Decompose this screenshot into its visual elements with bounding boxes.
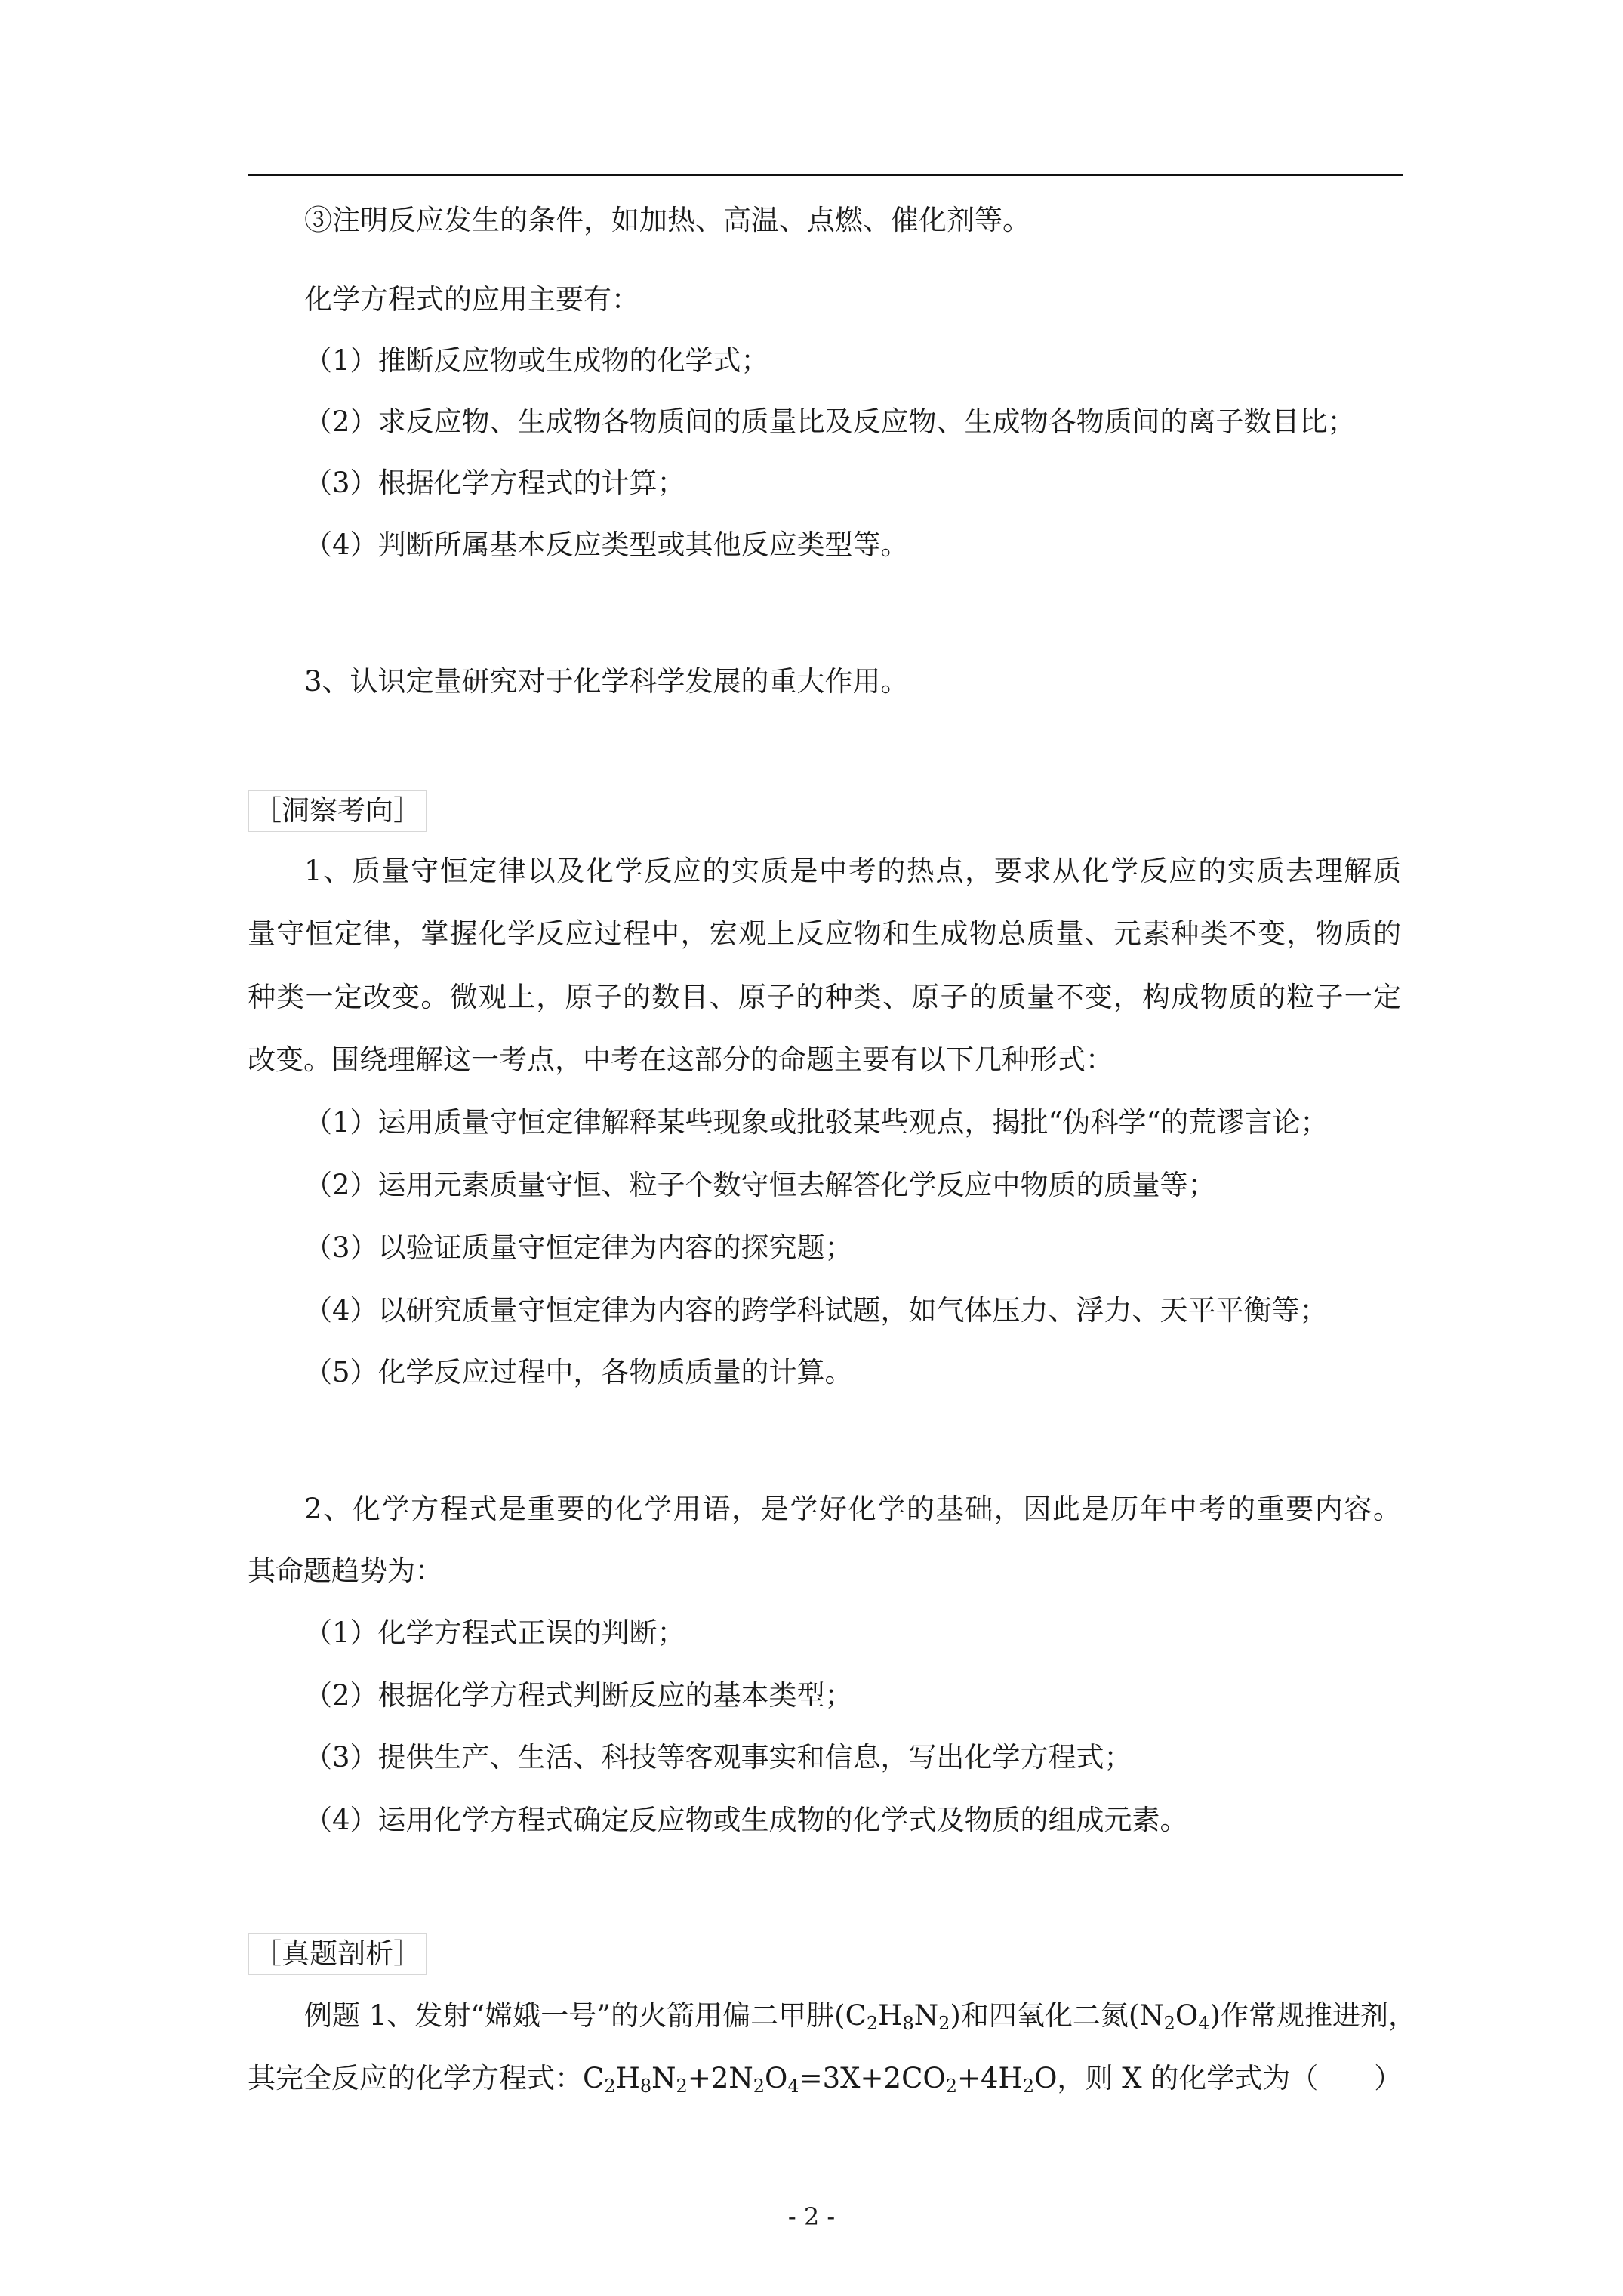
insight-2-line-1: 2、化学方程式是重要的化学用语，是学好化学的基础，因此是历年中考的重要内容。 xyxy=(304,1493,1401,1525)
example-text: 其完全反应的化学方程式：C xyxy=(248,2062,605,2094)
section-heading-exam-analysis: ［真题剖析］ xyxy=(248,1933,427,1975)
insight-1-line-4: 改变。围绕理解这一考点，中考在这部分的命题主要有以下几种形式： xyxy=(248,1043,1113,1076)
subscript: 2 xyxy=(1163,2013,1175,2034)
example-text: )和四氧化二氮(N xyxy=(950,1999,1164,2032)
subscript: 8 xyxy=(639,2076,652,2097)
insight-2-item-2: （2）根据化学方程式判断反应的基本类型； xyxy=(304,1679,853,1712)
example-text: H xyxy=(878,1999,903,2032)
page-number: - 2 - xyxy=(787,2202,836,2231)
example-1-line-2 xyxy=(248,2059,1402,2098)
subscript: 2 xyxy=(676,2076,688,2097)
section-heading-insight: ［洞察考向］ xyxy=(248,790,427,832)
insight-1-line-3: 种类一定改变。微观上，原子的数目、原子的种类、原子的质量不变，构成物质的粒子一定 xyxy=(248,981,1401,1013)
application-item-1: （1）推断反应物或生成物的化学式； xyxy=(304,344,769,377)
insight-1-item-1: （1）运用质量守恒定律解释某些现象或批驳某些观点，揭批“伪科学“的荒谬言论； xyxy=(304,1106,1329,1139)
subscript: 2 xyxy=(753,2076,765,2097)
subscript: 2 xyxy=(1022,2076,1035,2097)
condition-note: ③注明反应发生的条件，如加热、高温、点燃、催化剂等。 xyxy=(304,204,1030,236)
header-rule xyxy=(248,174,1403,176)
example-text: H xyxy=(615,2062,640,2094)
example-text: O xyxy=(765,2062,788,2094)
insight-2-item-4: （4）运用化学方程式确定反应物或生成物的化学式及物质的组成元素。 xyxy=(304,1804,1188,1836)
subscript: 4 xyxy=(1198,2013,1210,2034)
application-item-4: （4）判断所属基本反应类型或其他反应类型等。 xyxy=(304,529,909,561)
example-1-line-1 xyxy=(304,1996,1416,2036)
subscript: 8 xyxy=(902,2013,914,2034)
insight-2-line-2: 其命题趋势为： xyxy=(248,1555,443,1587)
subscript: 2 xyxy=(938,2013,950,2034)
subscript: 2 xyxy=(945,2076,957,2097)
insight-2-item-1: （1）化学方程式正误的判断； xyxy=(304,1616,685,1649)
insight-1-item-2: （2）运用元素质量守恒、粒子个数守恒去解答化学反应中物质的质量等； xyxy=(304,1169,1216,1201)
example-text: )作常规推进剂， xyxy=(1209,1999,1416,2032)
example-text: +4H xyxy=(957,2062,1023,2094)
application-item-3: （3）根据化学方程式的计算； xyxy=(304,467,685,499)
applications-intro: 化学方程式的应用主要有： xyxy=(304,283,639,316)
insight-2-item-3: （3）提供生产、生活、科技等客观事实和信息，写出化学方程式； xyxy=(304,1741,1132,1774)
example-text: O，则 X 的化学式为（ ） xyxy=(1034,2062,1403,2094)
example-text: O xyxy=(1175,1999,1199,2032)
example-text: N xyxy=(913,1999,939,2032)
example-text: 例题 1、发射“嫦娥一号”的火箭用偏二甲肼(C xyxy=(304,1999,867,2032)
subscript: 4 xyxy=(787,2076,799,2097)
insight-1-item-4: （4）以研究质量守恒定律为内容的跨学科试题，如气体压力、浮力、天平平衡等； xyxy=(304,1294,1328,1327)
insight-1-item-5: （5）化学反应过程中，各物质质量的计算。 xyxy=(304,1356,853,1388)
application-item-2: （2）求反应物、生成物各物质间的质量比及反应物、生成物各物质间的离子数目比； xyxy=(304,405,1356,438)
insight-1-line-1: 1、质量守恒定律以及化学反应的实质是中考的热点，要求从化学反应的实质去理解质 xyxy=(304,855,1401,887)
example-text: =3X+2CO xyxy=(799,2062,946,2094)
example-text: N xyxy=(651,2062,676,2094)
subscript: 2 xyxy=(866,2013,879,2034)
insight-1-line-2: 量守恒定律，掌握化学反应过程中，宏观上反应物和生成物总质量、元素种类不变，物质的 xyxy=(248,917,1401,950)
example-text: +2N xyxy=(687,2062,753,2094)
subscript: 2 xyxy=(604,2076,616,2097)
insight-1-item-3: （3）以验证质量守恒定律为内容的探究题； xyxy=(304,1231,853,1264)
learning-point-3: 3、认识定量研究对于化学科学发展的重大作用。 xyxy=(304,665,909,698)
